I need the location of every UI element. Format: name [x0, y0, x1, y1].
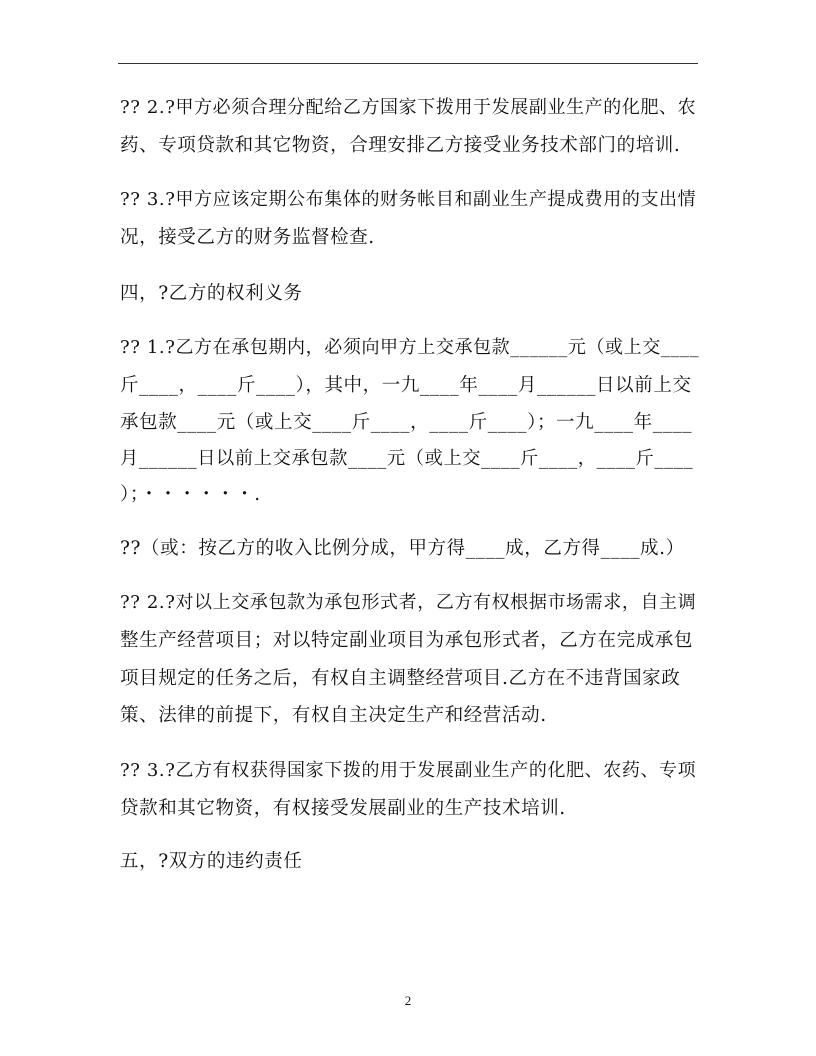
text-line: 项目规定的任务之后，有权自主调整经营项目.乙方在不违背国家政	[120, 668, 681, 689]
text-line: 斤____，____斤____），其中，一九____年____月______日以前上交	[120, 375, 692, 396]
text-line: ）；・・・・・・.	[120, 484, 261, 505]
text-line: 月______日以前上交承包款____元（或上交____斤____，____斤____	[120, 448, 694, 469]
text-line: ?? 3.?甲方应该定期公布集体的财务帐目和副业生产提成费用的支出情	[120, 189, 697, 210]
text-line: ?? 3.?乙方有权获得国家下拨的用于发展副业生产的化肥、农药、专项	[120, 760, 697, 781]
header-rule	[118, 63, 698, 64]
text-line: ?? 2.?对以上交承包款为承包形式者，乙方有权根据市场需求，自主调	[120, 592, 697, 613]
text-line: 承包款____元（或上交____斤____，____斤____）；一九____年____	[120, 412, 693, 433]
text-line: 整生产经营项目；对以特定副业项目为承包形式者，乙方在完成承包	[120, 630, 694, 651]
page-number: 2	[404, 993, 412, 1008]
section-heading: 五，?双方的违约责任	[120, 851, 303, 872]
text-line: 策、法律的前提下，有权自主决定生产和经营活动.	[120, 705, 547, 726]
text-line: 药、专项贷款和其它物资，合理安排乙方接受业务技术部门的培训.	[120, 135, 681, 156]
text-line: ??（或：按乙方的收入比例分成，甲方得____成，乙方得____成.）	[120, 538, 685, 559]
text-line: 况，接受乙方的财务监督检查.	[120, 227, 375, 248]
text-line: ?? 1.?乙方在承包期内，必须向甲方上交承包款______元（或上交____	[120, 337, 700, 358]
text-line: 贷款和其它物资，有权接受发展副业的生产技术培训.	[120, 798, 566, 819]
section-heading: 四，?乙方的权利义务	[120, 283, 303, 304]
text-line: ?? 2.?甲方必须合理分配给乙方国家下拨用于发展副业生产的化肥、农	[120, 97, 697, 118]
